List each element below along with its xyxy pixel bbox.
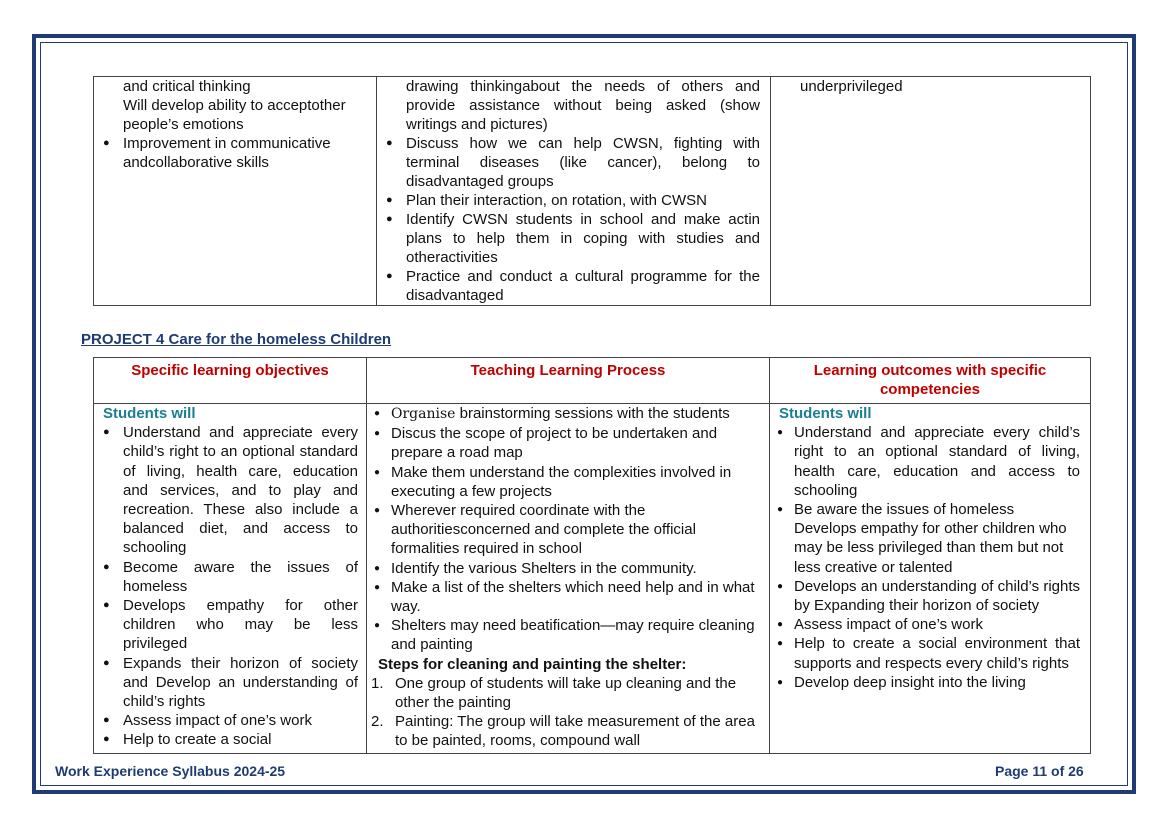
list-item: ● Develops empathy for other children who may be less privileged: [94, 596, 358, 654]
step-number: 1.: [371, 674, 384, 692]
list-item: ● Assess impact of one’s work: [770, 615, 1080, 634]
footer-title: Work Experience Syllabus 2024-25: [55, 763, 286, 779]
process-list: [377, 134, 760, 305]
page-number: Page 11 of 26: [995, 763, 1084, 779]
list-item: ● Assess impact of one’s work: [94, 711, 358, 730]
table-row: [94, 77, 1091, 306]
table-cell-outcomes: [771, 77, 1091, 306]
list-item: [367, 674, 761, 712]
objectives-list: [94, 423, 358, 749]
list-item: ● Identify CWSN students in school and make actin plans to help them in coping with studies and otheractivities: [377, 210, 760, 267]
step-text: One group of students will take up cleaning and the other the painting: [395, 674, 737, 712]
list-item: ● Discus the scope of project to be undertaken and prepare a road map: [367, 424, 761, 462]
list-item: ● Help to create a social: [94, 730, 358, 749]
students-will-label: Students will: [103, 405, 196, 422]
list-item: [367, 404, 761, 424]
list-item: ● Discuss how we can help CWSN, fighting with terminal diseases (like cancer), belong to disadvantaged groups: [377, 134, 760, 191]
project-title: PROJECT 4 Care for the homeless Children: [81, 331, 392, 348]
list-item: ● Help to create a social environment that supports and respects every child’s rights: [770, 634, 1080, 672]
step-number: 2.: [371, 713, 384, 731]
column-header: Specific learning objectives: [94, 358, 367, 404]
list-item: ● Shelters may need beatification—may require cleaning and painting: [367, 616, 761, 654]
step-text: Painting: The group will take measurement of the area to be painted, rooms, compound wall: [395, 713, 755, 750]
table-cell-process: [377, 77, 771, 306]
table-cell-objectives: [94, 77, 377, 306]
list-item: ● Make them understand the complexities involved in executing a few projects: [367, 463, 761, 501]
table-row: [94, 404, 1091, 754]
list-item: ● Develops an understanding of child’s rights by Expanding their horizon of society: [770, 577, 1080, 615]
list-item: ● Understand and appreciate every child’s right to an optional standard of living, health care, education and services, and to play and recreation. These also include a balanced diet, and access to schooling: [94, 423, 358, 557]
continuation-table: [93, 76, 1091, 306]
cell-text: underprivileged: [800, 78, 903, 95]
objectives-list: [94, 134, 376, 172]
organise-word: Organise: [391, 406, 456, 422]
table-cell-process: [367, 404, 770, 754]
cell-text: drawing thinkingabout the needs of others and provide assistance without being asked (show writings and pictures): [406, 78, 760, 133]
list-item: ● Expands their horizon of society and Develop an understanding of child’s rights: [94, 654, 358, 712]
steps-list: [367, 674, 761, 751]
column-header: Teaching Learning Process: [367, 358, 770, 404]
process-list: [367, 404, 761, 655]
list-item: ● Identify the various Shelters in the community.: [367, 559, 761, 578]
list-item: ● Practice and conduct a cultural programme for the disadvantaged: [377, 267, 760, 305]
steps-heading: Steps for cleaning and painting the shelter:: [378, 655, 687, 673]
list-item: ● Be aware the issues of homeless Develops empathy for other children who may be less privileged than them but not less creative or talented: [770, 500, 1080, 577]
list-item: ● Plan their interaction, on rotation, with CWSN: [377, 191, 760, 210]
list-item: ● Understand and appreciate every child’s right to an optional standard of living, health care, education and access to schooling: [770, 423, 1080, 500]
cell-text: Will develop ability to acceptother: [123, 97, 346, 114]
list-item: ● Improvement in communicative andcollaborative skills: [94, 134, 376, 172]
students-will-label: Students will: [779, 405, 872, 422]
table-header-row: [94, 358, 1091, 404]
column-header: Learning outcomes with specific competencies: [770, 358, 1091, 404]
project-table: [93, 357, 1091, 754]
cell-text: and critical thinking: [123, 78, 251, 95]
table-cell-outcomes: [770, 404, 1091, 754]
list-item: ● Wherever required coordinate with the authoritiesconcerned and complete the official formalities required in school: [367, 501, 761, 559]
outcomes-list: [770, 423, 1080, 692]
list-item: ● Make a list of the shelters which need help and in what way.: [367, 578, 761, 616]
cell-text: people’s emotions: [123, 116, 244, 133]
list-item: [367, 712, 761, 750]
list-item: ● Become aware the issues of homeless: [94, 558, 358, 596]
list-item-text: brainstorming sessions with the students: [455, 405, 730, 422]
list-item: ● Develop deep insight into the living: [770, 673, 1080, 692]
table-cell-objectives: [94, 404, 367, 754]
